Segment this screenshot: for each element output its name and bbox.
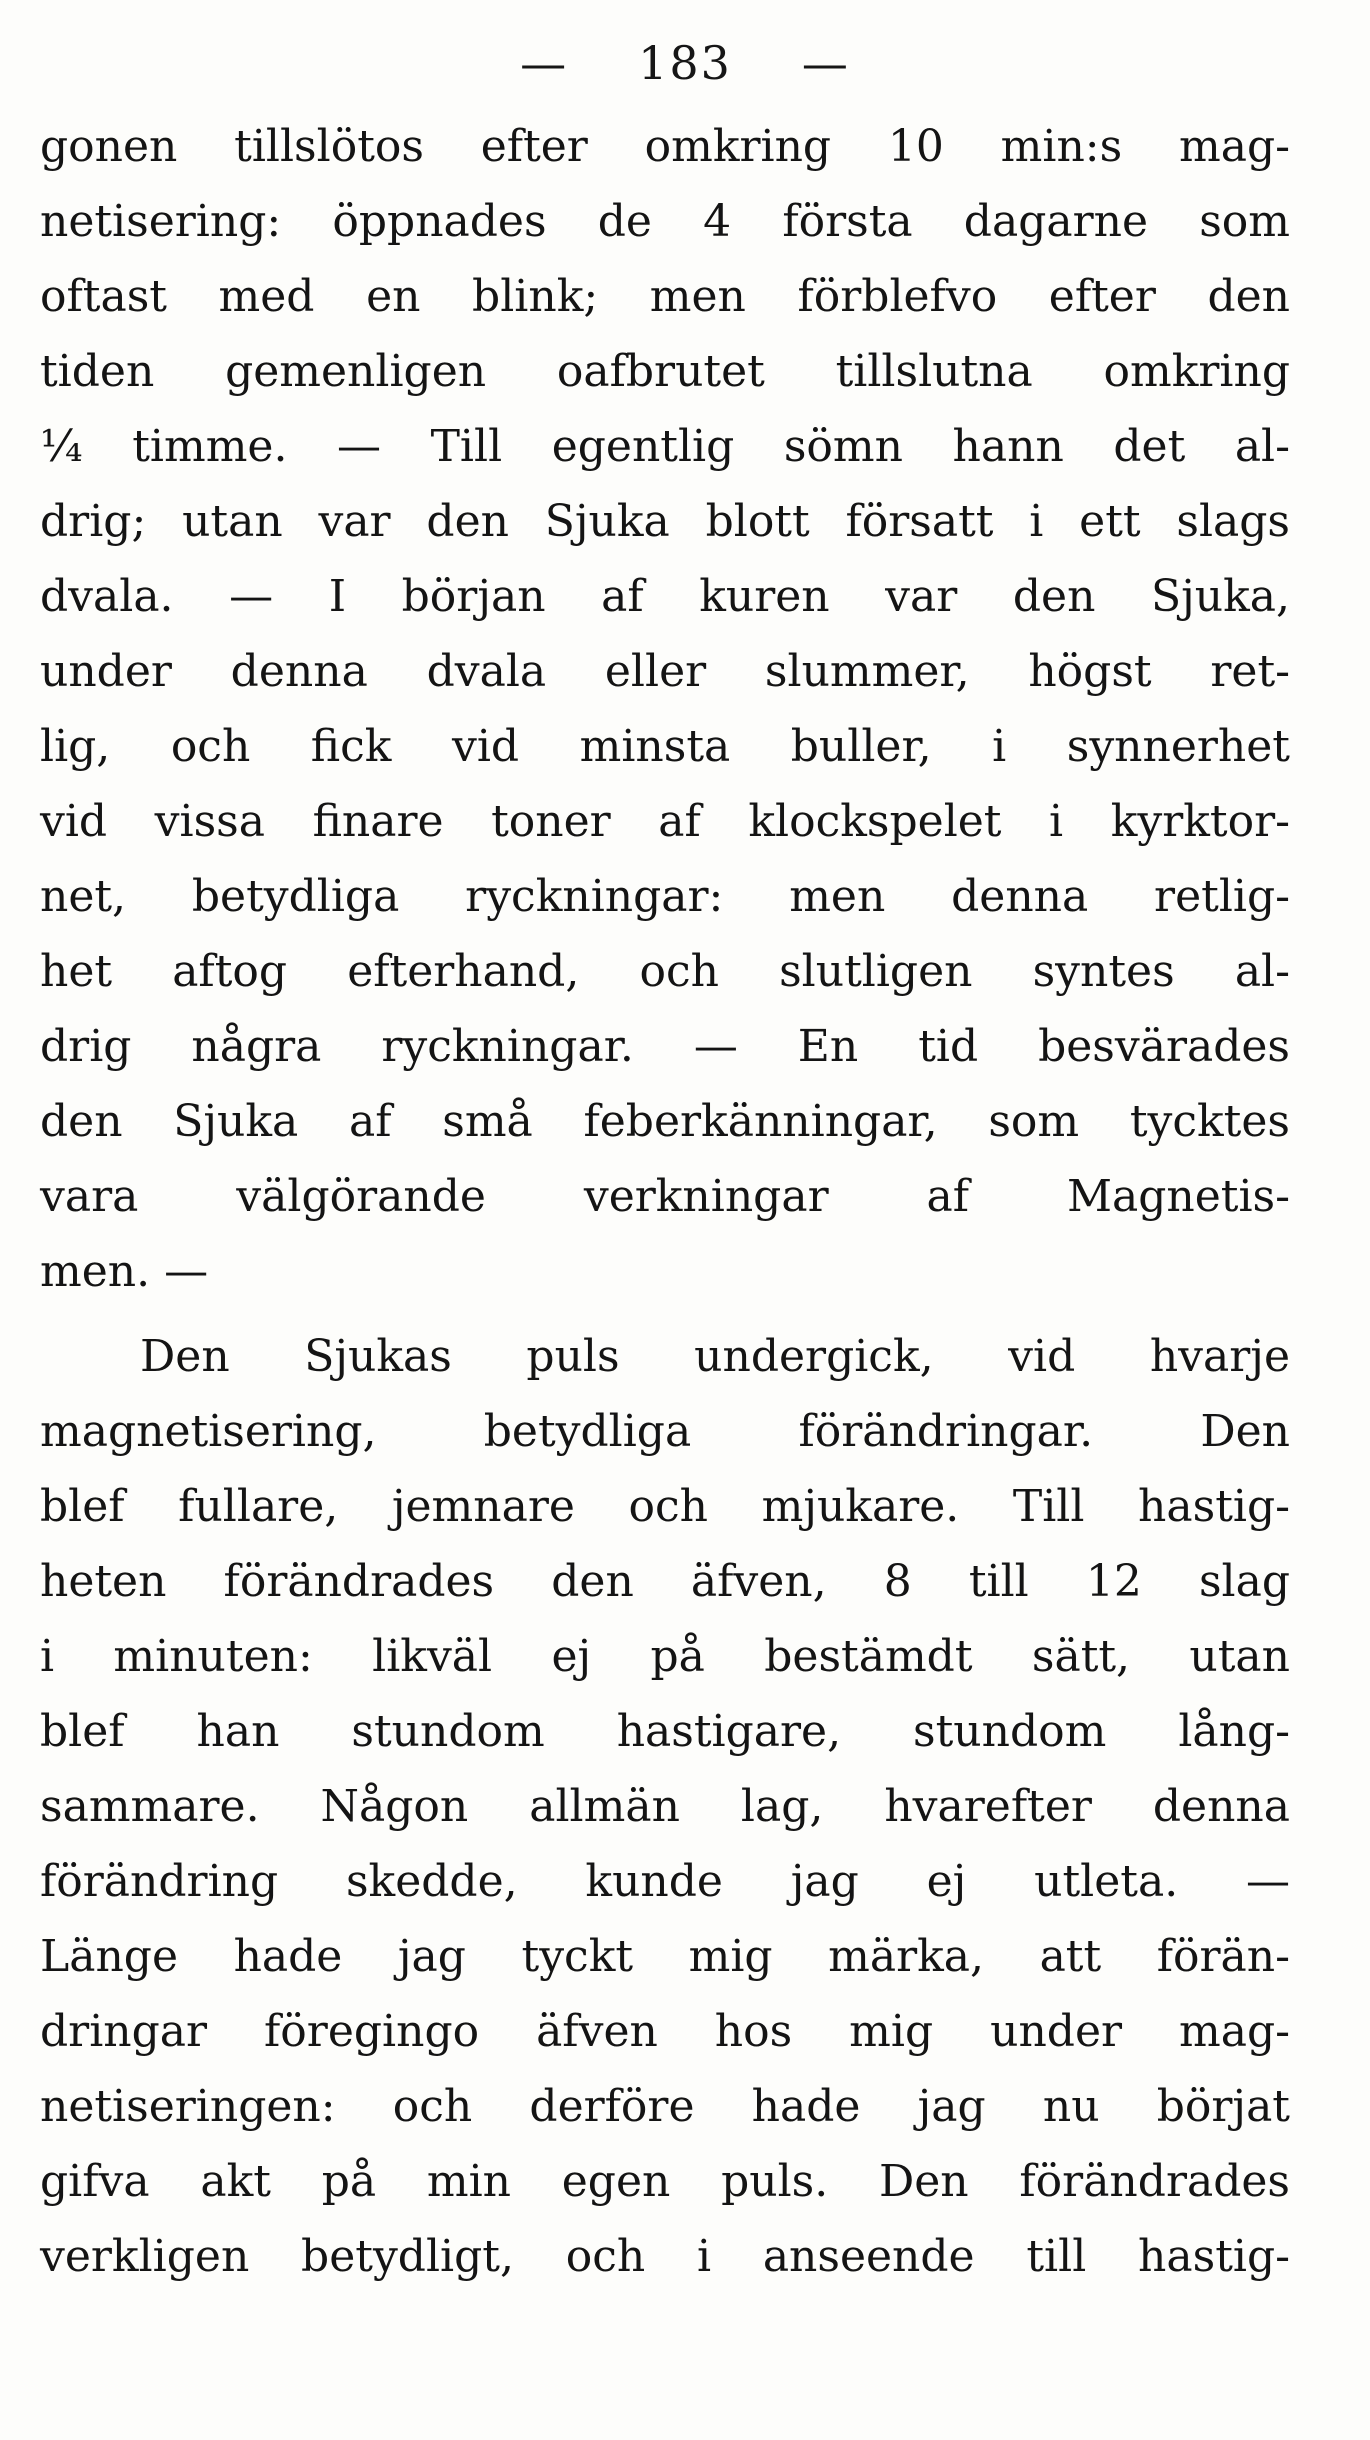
text-line: blef fullare, jemnare och mjukare. Till hastig-: [40, 1481, 1290, 1532]
text-line: drig några ryckningar. — En tid besvärades: [40, 1021, 1290, 1072]
text-line: den Sjuka af små feberkänningar, som tycktes: [40, 1096, 1290, 1147]
text-line: blef han stundom hastigare, stundom lång-: [40, 1706, 1290, 1757]
text-line: verkligen betydligt, och i anseende till hastig-: [40, 2231, 1290, 2282]
text-line: ¼ timme. — Till egentlig sömn hann det al-: [40, 421, 1290, 472]
text-line: dvala. — I början af kuren var den Sjuka,: [40, 571, 1290, 622]
text-line: vara välgörande verkningar af Magnetis-: [40, 1171, 1290, 1222]
text-line: gifva akt på min egen puls. Den förändrades: [40, 2156, 1290, 2207]
header-dash-left: —: [520, 36, 569, 90]
text-line: magnetisering, betydliga förändringar. Den: [40, 1406, 1290, 1457]
text-line: dringar föregingo äfven hos mig under mag-: [40, 2006, 1290, 2057]
text-line: sammare. Någon allmän lag, hvarefter denna: [40, 1781, 1290, 1832]
text-line: men. —: [40, 1246, 209, 1297]
text-line: drig; utan var den Sjuka blott försatt i ett slags: [40, 496, 1290, 547]
text-line: Länge hade jag tyckt mig märka, att förän-: [40, 1931, 1290, 1982]
text-line: under denna dvala eller slummer, högst ret-: [40, 646, 1290, 697]
text-line: lig, och fick vid minsta buller, i synnerhet: [40, 721, 1290, 772]
text-line: tiden gemenligen oafbrutet tillslutna omkring: [40, 346, 1290, 397]
header-dash-right: —: [801, 36, 850, 90]
text-line: heten förändrades den äfven, 8 till 12 slag: [40, 1556, 1290, 1607]
text-line: i minuten: likväl ej på bestämdt sätt, utan: [40, 1631, 1290, 1682]
text-line: netiseringen: och derföre hade jag nu börjat: [40, 2081, 1290, 2132]
text-line: vid vissa finare toner af klockspelet i kyrktor-: [40, 796, 1290, 847]
page-number: 183: [638, 36, 732, 90]
text-line: oftast med en blink; men förblefvo efter den: [40, 271, 1290, 322]
text-line: net, betydliga ryckningar: men denna retlig-: [40, 871, 1290, 922]
text-line: netisering: öppnades de 4 första dagarne som: [40, 196, 1290, 247]
text-line: gonen tillslötos efter omkring 10 min:s mag-: [40, 121, 1290, 172]
text-line: förändring skedde, kunde jag ej utleta. —: [40, 1856, 1290, 1907]
page-header: [0, 28, 1370, 98]
text-line: het aftog efterhand, och slutligen syntes al-: [40, 946, 1290, 997]
paragraph-first-line: Den Sjukas puls undergick, vid hvarje: [140, 1331, 1290, 1382]
